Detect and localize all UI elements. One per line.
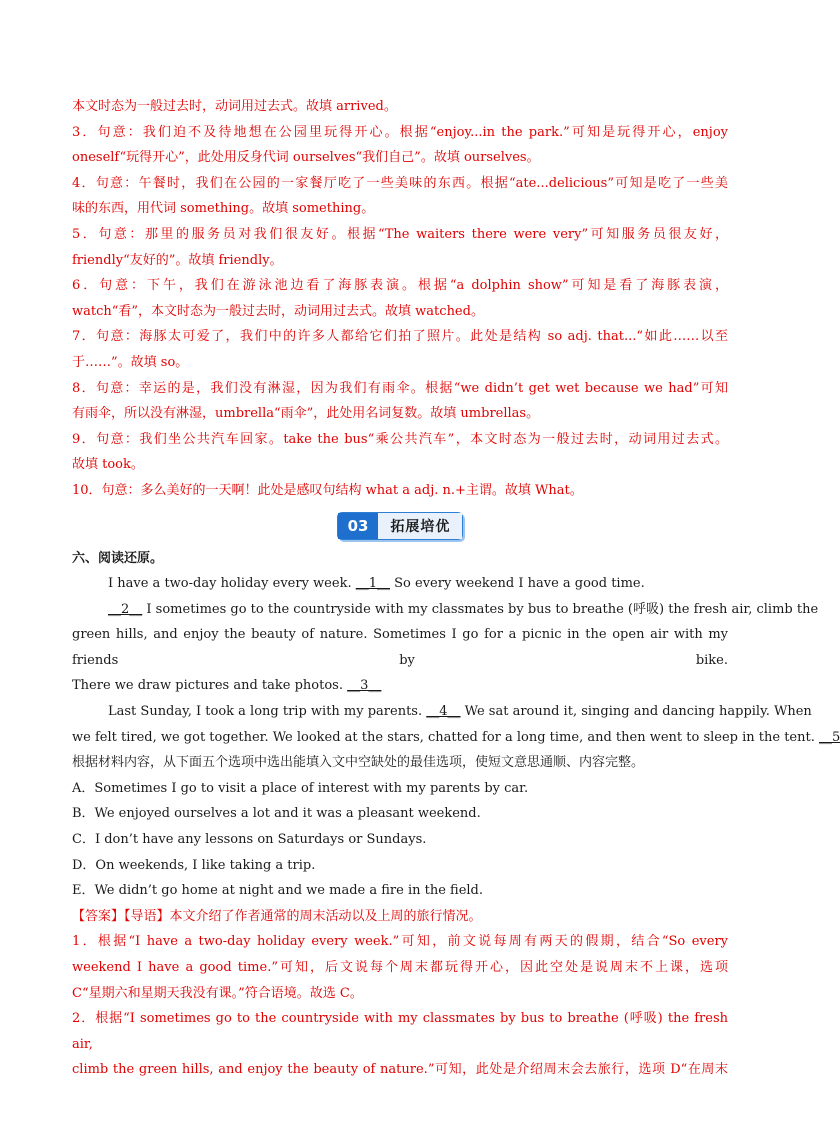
answer-line: 【答案】【导语】本文介绍了作者通常的周末活动以及上周的旅行情况。 [72,908,482,924]
blank-1: __1__ [355,576,390,592]
passage-line: There we draw pictures and take photos. __3__ [72,678,382,694]
answer-line: friendly“友好的”。故填 friendly。 [72,252,283,268]
blank-4: __4__ [426,704,461,720]
blank-5: __5 [819,729,840,745]
section-title: 六、阅读还原。 [72,550,164,566]
blank-3: __3__ [347,678,382,694]
answer-line: 有雨伞，所以没有淋湿，umbrella“雨伞”，此处用名词复数。故填 umbrellas。 [72,406,540,422]
answer-line: C“星期六和星期天我没有课。”符合语境。故选 C。 [72,985,363,1001]
answer-line: 10．句意：多么美好的一天啊！此处是感叹句结构 what a adj. n.+主谓。故填 What。 [72,482,583,498]
section-badge-wrap [72,512,728,540]
reading-passage [72,571,840,750]
section-badge [337,512,464,540]
option-c: C．I don’t have any lessons on Saturdays or Sundays. [72,832,427,848]
passage-line: Last Sunday, I took a long trip with my parents. __4__ We sat around it, singing and dancing happily. When [108,704,812,720]
option-b: B．We enjoyed ourselves a lot and it was a pleasant weekend. [72,806,481,822]
answer-line: 5．句意：那里的服务员对我们很友好。根据“The waiters there were very”可知服务员很友好， [72,226,728,242]
answer-explanations-top [72,94,728,504]
passage-line: we felt tired, we got together. We looked at the stars, chatted for a long time, and then went to sleep in the tent. __5 [72,729,840,745]
answer-line: 故填 took。 [72,457,144,473]
answer-line: 本文时态为一般过去时，动词用过去式。故填 arrived。 [72,99,397,114]
blank-2: __2__ [108,601,143,617]
answer-line: oneself“玩得开心”，此处用反身代词 ourselves“我们自己”。故填 ourselves。 [72,150,540,166]
options-list [72,776,728,904]
passage-line: green hills, and enjoy the beauty of nature. Sometimes I go for a picnic in the open air with my friends by bike. [72,627,728,668]
answer-line: 1．根据“I have a two-day holiday every week.”可知，前文说每周有两天的假期，结合“So every [72,934,728,950]
answer-line: 3．句意：我们迫不及待地想在公园里玩得开心。根据“enjoy...in the park.”可知是玩得开心，enjoy [72,124,728,140]
answer-line: 9．句意：我们坐公共汽车回家。take the bus“乘公共汽车”，本文时态为一般过去时，动词用过去式。 [72,431,728,447]
answer-line: 4．句意：午餐时，我们在公园的一家餐厅吃了一些美味的东西。根据“ate...delicious”可知是吃了一些美 [72,175,728,191]
option-e: E．We didn’t go home at night and we made a fire in the field. [72,883,484,899]
answer-line: 8．句意：幸运的是，我们没有淋湿，因为我们有雨伞。根据“we didn’t get wet because we had”可知 [72,380,728,396]
passage-line: __2__ I sometimes go to the countryside with my classmates by bus to breathe (呼吸) the fresh air, climb the [108,601,819,617]
instruction-text: 根据材料内容，从下面五个选项中选出能填入文中空缺处的最佳选项，使短文意思通顺、内容完整。 [72,755,645,771]
answer-line: 味的东西，用代词 something。故填 something。 [72,201,375,217]
passage-line: I have a two-day holiday every week. __1__ So every weekend I have a good time. [108,576,645,592]
answer-line: weekend I have a good time.”可知，后文说每个周末都玩得开心，因此空处是说周末不上课，选项 [72,960,728,975]
answer-line: 2．根据“I sometimes go to the countryside with my classmates by bus to breathe (呼吸) the fresh air, [72,1011,728,1052]
answer-line: 6．句意：下午，我们在游泳池边看了海豚表演。根据“a dolphin show”可知是看了海豚表演， [72,278,728,294]
answer-explanations-bottom [72,904,728,1083]
option-a: A．Sometimes I go to visit a place of interest with my parents by car. [72,780,529,796]
answer-line: 于……”。故填 so。 [72,354,189,370]
answer-line: 7．句意：海豚太可爱了，我们中的许多人都给它们拍了照片。此处是结构 so adj. that...“如此……以至 [72,329,728,345]
answer-line: watch“看”，本文时态为一般过去时，动词用过去式。故填 watched。 [72,303,484,319]
answer-line: climb the green hills, and enjoy the beauty of nature.”可知，此处是介绍周末会去旅行，选项 D“在周末 [72,1062,728,1078]
section-number: 03 [338,513,379,539]
section-label: 拓展培优 [378,513,462,539]
option-d: D．On weekends, I like taking a trip. [72,857,316,873]
